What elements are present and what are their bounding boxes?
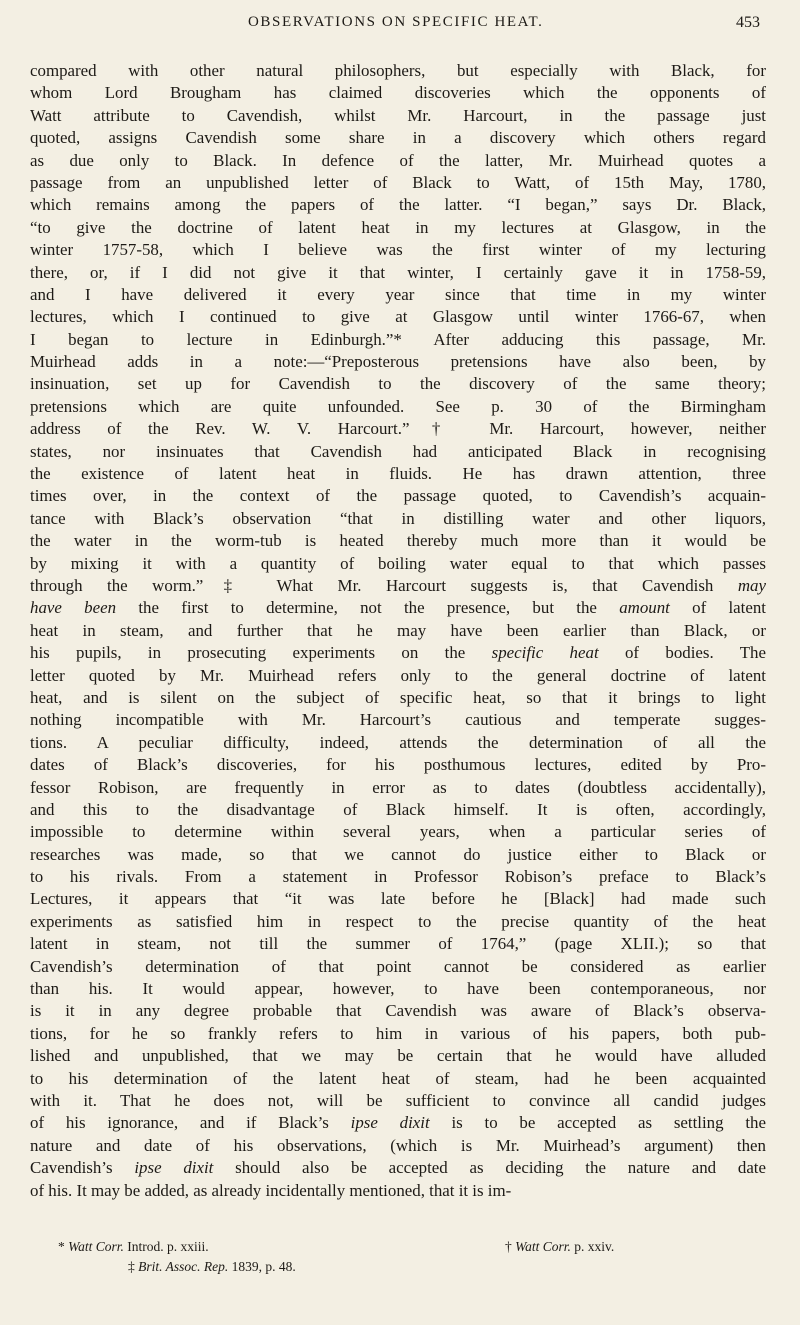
text-line: have been the first to determine, not the presence, but the amount of latent (30, 598, 766, 618)
text-line: of his. It may be added, as already incidentally mentioned, that it is im- (30, 1180, 512, 1200)
text-line: which remains among the papers of the latter. “I began,” says Dr. Black, (30, 195, 766, 215)
text-line: quoted, assigns Cavendish some share in a discovery which others regard (30, 128, 766, 148)
text-line: and I have delivered it every year since that time in my winter (30, 284, 766, 304)
footnotes (58, 1237, 758, 1277)
text-line: the water in the worm-tub is heated thereby much more than it would be (30, 531, 766, 551)
text-line: dates of Black’s discoveries, for his posthumous lectures, edited by Pro- (30, 755, 766, 775)
text-line: Lectures, it appears that “it was late before he [Black] had made such (30, 889, 766, 909)
running-head-title: OBSERVATIONS ON SPECIFIC HEAT. (248, 14, 544, 30)
text-line: lished and unpublished, that we may be certain that he would have alluded (30, 1046, 766, 1066)
body-text (30, 60, 766, 1202)
text-line: researches was made, so that we cannot do justice either to Black or (30, 844, 766, 864)
text-line: than his. It would appear, however, to have been contemporaneous, nor (30, 979, 766, 999)
text-line: by mixing it with a quantity of boiling water equal to that which passes (30, 553, 766, 573)
text-line: the existence of latent heat in fluids. He has drawn attention, three (30, 464, 766, 484)
footnote-row (58, 1237, 758, 1257)
text-line: times over, in the context of the passage quoted, to Cavendish’s acquain- (30, 486, 766, 506)
text-line: pretensions which are quite unfounded. See p. 30 of the Birmingham (30, 396, 766, 416)
text-line: nothing incompatible with Mr. Harcourt’s cautious and temperate sugges- (30, 710, 766, 730)
page-number: 453 (736, 14, 760, 31)
footnote-dagger: † Watt Corr. p. xxiv. (505, 1239, 615, 1254)
text-line: Cavendish’s ipse dixit should also be accepted as deciding the nature and date (30, 1158, 766, 1178)
text-line: heat in steam, and further that he may have been earlier than Black, or (30, 620, 766, 640)
running-head (0, 14, 800, 38)
text-line: experiments as satisfied him in respect to the precise quantity of the heat (30, 911, 766, 931)
text-line: whom Lord Brougham has claimed discoveries which the opponents of (30, 83, 766, 103)
text-line: latent in steam, not till the summer of 1764,” (page XLII.); so that (30, 934, 766, 954)
footnote-double-dagger: ‡ Brit. Assoc. Rep. 1839, p. 48. (128, 1259, 296, 1274)
text-line: of his ignorance, and if Black’s ipse dixit is to be accepted as settling the (30, 1113, 766, 1133)
text-line: Watt attribute to Cavendish, whilst Mr. Harcourt, in the passage just (30, 105, 766, 125)
text-line: through the worm.”‡ What Mr. Harcourt suggests is, that Cavendish may (30, 575, 766, 595)
text-line: states, nor insinuates that Cavendish had anticipated Black in recognising (30, 441, 766, 461)
footnote-star: * Watt Corr. Introd. p. xxiii. (58, 1239, 209, 1254)
text-line: passage from an unpublished letter of Black to Watt, of 15th May, 1780, (30, 172, 766, 192)
text-line: winter 1757-58, which I believe was the first winter of my lecturing (30, 240, 766, 260)
text-line: heat, and is silent on the subject of specific heat, so that it brings to light (30, 687, 766, 707)
text-line: compared with other natural philosophers, but especially with Black, for (30, 61, 766, 80)
text-line: “to give the doctrine of latent heat in my lectures at Glasgow, in the (30, 217, 766, 237)
text-line: Muirhead adds in a note:—“Preposterous pretensions have also been, by (30, 352, 766, 372)
text-line: impossible to determine within several years, when a particular series of (30, 822, 766, 842)
text-line: address of the Rev. W. V. Harcourt.”† Mr. Harcourt, however, neither (30, 419, 766, 439)
text-line: insinuation, set up for Cavendish to the discovery of the same theory; (30, 374, 766, 394)
text-line: fessor Robison, are frequently in error as to dates (doubtless accidentally), (30, 777, 766, 797)
text-line: Cavendish’s determination of that point cannot be considered as earlier (30, 956, 766, 976)
text-line: tions. A peculiar difficulty, indeed, attends the determination of all the (30, 732, 766, 752)
text-line: nature and date of his observations, (which is Mr. Muirhead’s argument) then (30, 1135, 766, 1155)
text-line: as due only to Black. In defence of the latter, Mr. Muirhead quotes a (30, 150, 766, 170)
text-line: is it in any degree probable that Cavendish was aware of Black’s observa- (30, 1001, 766, 1021)
footnote-row (58, 1257, 758, 1277)
text-line: I began to lecture in Edinburgh.”* After adducing this passage, Mr. (30, 329, 766, 349)
text-line: letter quoted by Mr. Muirhead refers only to the general doctrine of latent (30, 665, 766, 685)
text-line: tance with Black’s observation “that in distilling water and other liquors, (30, 508, 766, 528)
text-line: with it. That he does not, will be sufficient to convince all candid judges (30, 1090, 766, 1110)
text-line: to his rivals. From a statement in Professor Robison’s preface to Black’s (30, 867, 766, 887)
text-line: tions, for he so frankly refers to him in various of his papers, both pub- (30, 1023, 766, 1043)
text-line: his pupils, in prosecuting experiments on the specific heat of bodies. The (30, 643, 766, 663)
text-line: and this to the disadvantage of Black himself. It is often, accordingly, (30, 799, 766, 819)
text-line: to his determination of the latent heat of steam, had he been acquainted (30, 1068, 766, 1088)
text-line: there, or, if I did not give it that winter, I certainly gave it in 1758-59, (30, 262, 766, 282)
text-line: lectures, which I continued to give at Glasgow until winter 1766-67, when (30, 307, 766, 327)
